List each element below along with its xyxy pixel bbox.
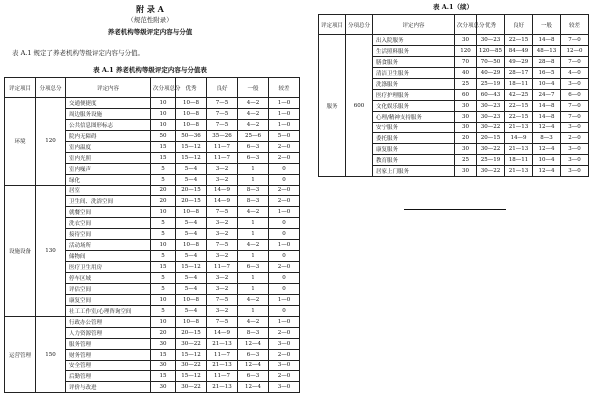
table-header-row (5, 78, 300, 98)
score-cell: 22—15 (505, 35, 533, 46)
annex-note: （规范性附录） (127, 16, 173, 24)
score-cell: 7—0 (561, 56, 589, 67)
score-cell: 0 (269, 229, 300, 240)
score-cell: 21—13 (207, 382, 238, 393)
column-header: 良好 (505, 15, 533, 35)
rating-table (4, 77, 300, 393)
content-cell: 储物间 (66, 251, 151, 262)
content-cell: 室内噪声 (66, 163, 151, 174)
score-cell: 5 (151, 283, 176, 294)
score-cell: 1—0 (269, 240, 300, 251)
project-total-cell: 120 (36, 98, 66, 186)
score-cell: 15 (151, 262, 176, 273)
annex-heading: 养老机构等级评定内容与分值 (107, 28, 193, 36)
score-cell: 120 (455, 45, 477, 56)
score-cell: 3—0 (561, 122, 589, 133)
score-cell: 3—0 (269, 338, 300, 349)
score-cell: 3—0 (561, 78, 589, 89)
score-cell: 10—8 (176, 119, 207, 130)
score-cell: 30 (455, 144, 477, 155)
score-cell: 30—22 (477, 144, 505, 155)
score-cell: 15 (151, 141, 176, 152)
score-cell: 5 (151, 273, 176, 284)
score-cell: 30 (455, 100, 477, 111)
content-cell: 生活照料服务 (373, 45, 455, 56)
score-cell: 3—2 (207, 305, 238, 316)
score-cell: 4—2 (238, 98, 269, 109)
score-cell: 40—29 (477, 67, 505, 78)
score-cell: 12—4 (533, 166, 561, 177)
score-cell: 3—0 (269, 360, 300, 371)
content-cell: 交通便捷度 (66, 98, 151, 109)
content-cell: 安宁服务 (373, 122, 455, 133)
score-cell: 60—43 (477, 89, 505, 100)
score-cell: 6—3 (238, 371, 269, 382)
score-cell: 1 (238, 283, 269, 294)
score-cell: 8—3 (238, 185, 269, 196)
content-cell: 行政办公管理 (66, 316, 151, 327)
score-cell: 10 (151, 119, 176, 130)
score-cell: 10—8 (176, 294, 207, 305)
score-cell: 30 (151, 382, 176, 393)
content-cell: 居家上门服务 (373, 166, 455, 177)
score-cell: 28—17 (505, 67, 533, 78)
score-cell: 14—9 (505, 133, 533, 144)
score-cell: 10 (151, 98, 176, 109)
score-cell: 5 (151, 174, 176, 185)
score-cell: 11—7 (207, 141, 238, 152)
score-cell: 1—0 (269, 316, 300, 327)
score-cell: 120—85 (477, 45, 505, 56)
content-cell: 财务管理 (66, 349, 151, 360)
score-cell: 49—29 (505, 56, 533, 67)
score-cell: 1 (238, 218, 269, 229)
score-cell: 30—22 (176, 338, 207, 349)
column-header: 分项总分 (36, 78, 66, 98)
project-total-cell: 150 (36, 316, 66, 393)
score-cell: 5—4 (176, 305, 207, 316)
score-cell: 1—0 (269, 119, 300, 130)
score-cell: 14—8 (533, 35, 561, 46)
score-cell: 3—2 (207, 273, 238, 284)
score-cell: 5—4 (176, 251, 207, 262)
score-cell: 15 (151, 349, 176, 360)
score-cell: 20 (151, 196, 176, 207)
score-cell: 1—0 (269, 294, 300, 305)
score-cell: 15—12 (176, 371, 207, 382)
score-cell: 60 (455, 89, 477, 100)
column-header: 较差 (561, 15, 589, 35)
score-cell: 7—5 (207, 119, 238, 130)
score-cell: 48—13 (533, 45, 561, 56)
score-cell: 5—4 (176, 229, 207, 240)
content-cell: 膳食服务 (373, 56, 455, 67)
score-cell: 1—0 (269, 98, 300, 109)
score-cell: 20—15 (176, 196, 207, 207)
column-header: 评定项目 (319, 15, 346, 35)
content-cell: 文化娱乐服务 (373, 100, 455, 111)
score-cell: 12—0 (561, 45, 589, 56)
score-cell: 3—0 (561, 166, 589, 177)
score-cell: 10—8 (176, 240, 207, 251)
score-cell: 21—13 (505, 166, 533, 177)
score-cell: 30 (151, 360, 176, 371)
score-cell: 40 (455, 67, 477, 78)
score-cell: 30—22 (176, 382, 207, 393)
score-cell: 30—22 (477, 122, 505, 133)
score-cell: 14—9 (207, 185, 238, 196)
annex-title: 附 录 A (136, 4, 164, 14)
score-cell: 30 (455, 166, 477, 177)
score-cell: 4—2 (238, 316, 269, 327)
score-cell: 10—8 (176, 316, 207, 327)
project-total-cell: 130 (36, 185, 66, 316)
score-cell: 30 (151, 338, 176, 349)
score-cell: 0 (269, 174, 300, 185)
score-cell: 21—13 (207, 338, 238, 349)
score-cell: 70—50 (477, 56, 505, 67)
content-cell: 室内温度 (66, 141, 151, 152)
score-cell: 30—23 (477, 35, 505, 46)
content-cell: 社工工作室/心理咨询空间 (66, 305, 151, 316)
score-cell: 30 (455, 111, 477, 122)
score-cell: 10 (151, 294, 176, 305)
score-cell: 5 (151, 251, 176, 262)
score-cell: 25 (455, 155, 477, 166)
score-cell: 25—19 (477, 155, 505, 166)
project-cell: 设施设备 (5, 185, 36, 316)
content-cell: 委托服务 (373, 133, 455, 144)
score-cell: 20—15 (176, 327, 207, 338)
content-cell: 室内光照 (66, 152, 151, 163)
column-header: 次分项总分 (151, 78, 176, 98)
score-cell: 10 (151, 207, 176, 218)
score-cell: 42—25 (505, 89, 533, 100)
score-cell: 3—2 (207, 283, 238, 294)
score-cell: 20 (151, 185, 176, 196)
score-cell: 15—12 (176, 141, 207, 152)
score-cell: 6—3 (238, 349, 269, 360)
score-cell: 2—0 (561, 133, 589, 144)
score-cell: 0 (269, 163, 300, 174)
score-cell: 6—3 (238, 141, 269, 152)
content-cell: 卫生间、洗浴空间 (66, 196, 151, 207)
score-cell: 30—23 (477, 100, 505, 111)
score-cell: 2—0 (269, 185, 300, 196)
score-cell: 3—0 (269, 382, 300, 393)
score-cell: 3—0 (561, 155, 589, 166)
score-cell: 5—4 (176, 163, 207, 174)
score-cell: 5 (151, 218, 176, 229)
score-cell: 25—19 (477, 78, 505, 89)
content-cell: 康复空间 (66, 294, 151, 305)
score-cell: 70 (455, 56, 477, 67)
score-cell: 28—8 (533, 56, 561, 67)
score-cell: 22—15 (505, 111, 533, 122)
score-cell: 0 (269, 305, 300, 316)
score-cell: 7—5 (207, 108, 238, 119)
score-cell: 3—0 (561, 144, 589, 155)
content-cell: 医疗护理服务 (373, 89, 455, 100)
column-header: 良好 (207, 78, 238, 98)
score-cell: 7—5 (207, 316, 238, 327)
project-total-cell: 600 (346, 35, 373, 177)
content-cell: 停车区域 (66, 273, 151, 284)
score-cell: 5—0 (269, 130, 300, 141)
score-cell: 50—36 (176, 130, 207, 141)
score-cell: 7—0 (561, 111, 589, 122)
score-cell: 5 (151, 305, 176, 316)
table-body (5, 78, 300, 393)
content-cell: 评价与改进 (66, 382, 151, 393)
score-cell: 10—8 (176, 207, 207, 218)
score-cell: 22—15 (505, 100, 533, 111)
table-header-row (319, 15, 589, 35)
score-cell: 2—0 (269, 152, 300, 163)
score-cell: 7—0 (561, 100, 589, 111)
score-cell: 1 (238, 174, 269, 185)
score-cell: 18—11 (505, 78, 533, 89)
score-cell: 4—2 (238, 294, 269, 305)
score-cell: 2—0 (269, 349, 300, 360)
table-body (319, 15, 589, 177)
table-caption: 表 A.1 养老机构等级评定内容与分值表 (93, 66, 207, 74)
score-cell: 3—2 (207, 163, 238, 174)
score-cell: 1 (238, 305, 269, 316)
column-header: 一般 (533, 15, 561, 35)
score-cell: 1 (238, 163, 269, 174)
score-cell: 10 (151, 316, 176, 327)
project-cell: 运营管理 (5, 316, 36, 393)
score-cell: 5—4 (176, 174, 207, 185)
score-cell: 21—13 (505, 144, 533, 155)
content-cell: 教育服务 (373, 155, 455, 166)
score-cell: 25—6 (238, 130, 269, 141)
score-cell: 15—12 (176, 152, 207, 163)
score-cell: 11—7 (207, 349, 238, 360)
score-cell: 7—5 (207, 98, 238, 109)
score-cell: 30—22 (176, 360, 207, 371)
table-row (5, 316, 300, 327)
content-cell: 就餐空间 (66, 207, 151, 218)
column-header: 优秀 (477, 15, 505, 35)
column-header: 评定内容 (66, 78, 151, 98)
intro-paragraph: 表 A.1 规定了养老机构等级评定内容与分值。 (12, 49, 145, 57)
score-cell: 3—2 (207, 174, 238, 185)
score-cell: 30—23 (477, 111, 505, 122)
table-caption-continued: 表 A.1（续） (432, 3, 474, 11)
score-cell: 0 (269, 273, 300, 284)
content-cell: 服务管理 (66, 338, 151, 349)
score-cell: 20 (151, 327, 176, 338)
score-cell: 11—7 (207, 371, 238, 382)
score-cell: 20—15 (477, 133, 505, 144)
score-cell: 4—2 (238, 119, 269, 130)
score-cell: 0 (269, 251, 300, 262)
score-cell: 14—9 (207, 196, 238, 207)
score-cell: 5—4 (176, 273, 207, 284)
score-cell: 10—8 (176, 108, 207, 119)
score-cell: 25 (455, 78, 477, 89)
score-cell: 12—4 (238, 360, 269, 371)
table-row (5, 98, 300, 109)
score-cell: 1 (238, 273, 269, 284)
score-cell: 6—0 (561, 89, 589, 100)
score-cell: 35—26 (207, 130, 238, 141)
score-cell: 3—2 (207, 218, 238, 229)
score-cell: 16—5 (533, 67, 561, 78)
score-cell: 12—4 (533, 144, 561, 155)
column-header: 分项总分 (346, 15, 373, 35)
score-cell: 0 (269, 283, 300, 294)
content-cell: 清洁卫生服务 (373, 67, 455, 78)
score-cell: 15 (151, 371, 176, 382)
score-cell: 0 (269, 218, 300, 229)
score-cell: 8—3 (238, 327, 269, 338)
score-cell: 4—2 (238, 108, 269, 119)
content-cell: 人力资源管理 (66, 327, 151, 338)
score-cell: 7—5 (207, 207, 238, 218)
score-cell: 30 (455, 35, 477, 46)
content-cell: 出入院服务 (373, 35, 455, 46)
divider (404, 209, 506, 210)
score-cell: 12—4 (238, 382, 269, 393)
score-cell: 6—3 (238, 262, 269, 273)
score-cell: 12—4 (238, 338, 269, 349)
score-cell: 3—2 (207, 251, 238, 262)
score-cell: 4—2 (238, 207, 269, 218)
score-cell: 15—12 (176, 349, 207, 360)
score-cell: 5—4 (176, 218, 207, 229)
score-cell: 30 (455, 122, 477, 133)
content-cell: 活动场所 (66, 240, 151, 251)
content-cell: 医疗卫生用房 (66, 262, 151, 273)
score-cell: 8—3 (238, 196, 269, 207)
score-cell: 2—0 (269, 262, 300, 273)
score-cell: 7—0 (561, 35, 589, 46)
score-cell: 5—4 (176, 283, 207, 294)
content-cell: 接待空间 (66, 229, 151, 240)
content-cell: 周边服务设施 (66, 108, 151, 119)
score-cell: 10—4 (533, 155, 561, 166)
score-cell: 11—7 (207, 152, 238, 163)
score-cell: 2—0 (269, 371, 300, 382)
score-cell: 7—5 (207, 294, 238, 305)
score-cell: 18—11 (505, 155, 533, 166)
score-cell: 4—2 (238, 240, 269, 251)
table-row (319, 35, 589, 46)
content-cell: 安全管理 (66, 360, 151, 371)
score-cell: 1—0 (269, 207, 300, 218)
score-cell: 10—8 (176, 98, 207, 109)
score-cell: 2—0 (269, 141, 300, 152)
score-cell: 15—12 (176, 262, 207, 273)
content-cell: 洗涤服务 (373, 78, 455, 89)
score-cell: 2—0 (269, 196, 300, 207)
score-cell: 84—49 (505, 45, 533, 56)
score-cell: 12—4 (533, 122, 561, 133)
score-cell: 3—2 (207, 229, 238, 240)
score-cell: 21—13 (505, 122, 533, 133)
column-header: 次分项总分 (455, 15, 477, 35)
column-header: 优秀 (176, 78, 207, 98)
score-cell: 7—5 (207, 240, 238, 251)
score-cell: 30—22 (477, 166, 505, 177)
score-cell: 10 (151, 108, 176, 119)
content-cell: 后勤管理 (66, 371, 151, 382)
content-cell: 洗衣空间 (66, 218, 151, 229)
score-cell: 4—0 (561, 67, 589, 78)
score-cell: 14—8 (533, 100, 561, 111)
score-cell: 2—0 (269, 327, 300, 338)
score-cell: 15 (151, 152, 176, 163)
content-cell: 居室 (66, 185, 151, 196)
content-cell: 绿化 (66, 174, 151, 185)
table-row (5, 185, 300, 196)
content-cell: 评估空间 (66, 283, 151, 294)
column-header: 评定内容 (373, 15, 455, 35)
column-header: 一般 (238, 78, 269, 98)
content-cell: 公共信息图形标志 (66, 119, 151, 130)
score-cell: 14—9 (207, 327, 238, 338)
score-cell: 11—7 (207, 262, 238, 273)
column-header: 评定项目 (5, 78, 36, 98)
score-cell: 1—0 (269, 108, 300, 119)
column-header: 较差 (269, 78, 300, 98)
score-cell: 6—3 (238, 152, 269, 163)
score-cell: 50 (151, 130, 176, 141)
score-cell: 20—15 (176, 185, 207, 196)
project-cell: 环境 (5, 98, 36, 186)
score-cell: 20 (455, 133, 477, 144)
score-cell: 1 (238, 251, 269, 262)
score-cell: 5 (151, 163, 176, 174)
score-cell: 10 (151, 240, 176, 251)
score-cell: 24—7 (533, 89, 561, 100)
score-cell: 14—8 (533, 111, 561, 122)
content-cell: 心理/精神支持服务 (373, 111, 455, 122)
content-cell: 康复服务 (373, 144, 455, 155)
score-cell: 8—3 (533, 133, 561, 144)
rating-table-continued (318, 14, 589, 177)
score-cell: 21—13 (207, 360, 238, 371)
score-cell: 5 (151, 229, 176, 240)
content-cell: 院内无障碍 (66, 130, 151, 141)
project-cell: 服务 (319, 35, 346, 177)
score-cell: 1 (238, 229, 269, 240)
score-cell: 10—4 (533, 78, 561, 89)
